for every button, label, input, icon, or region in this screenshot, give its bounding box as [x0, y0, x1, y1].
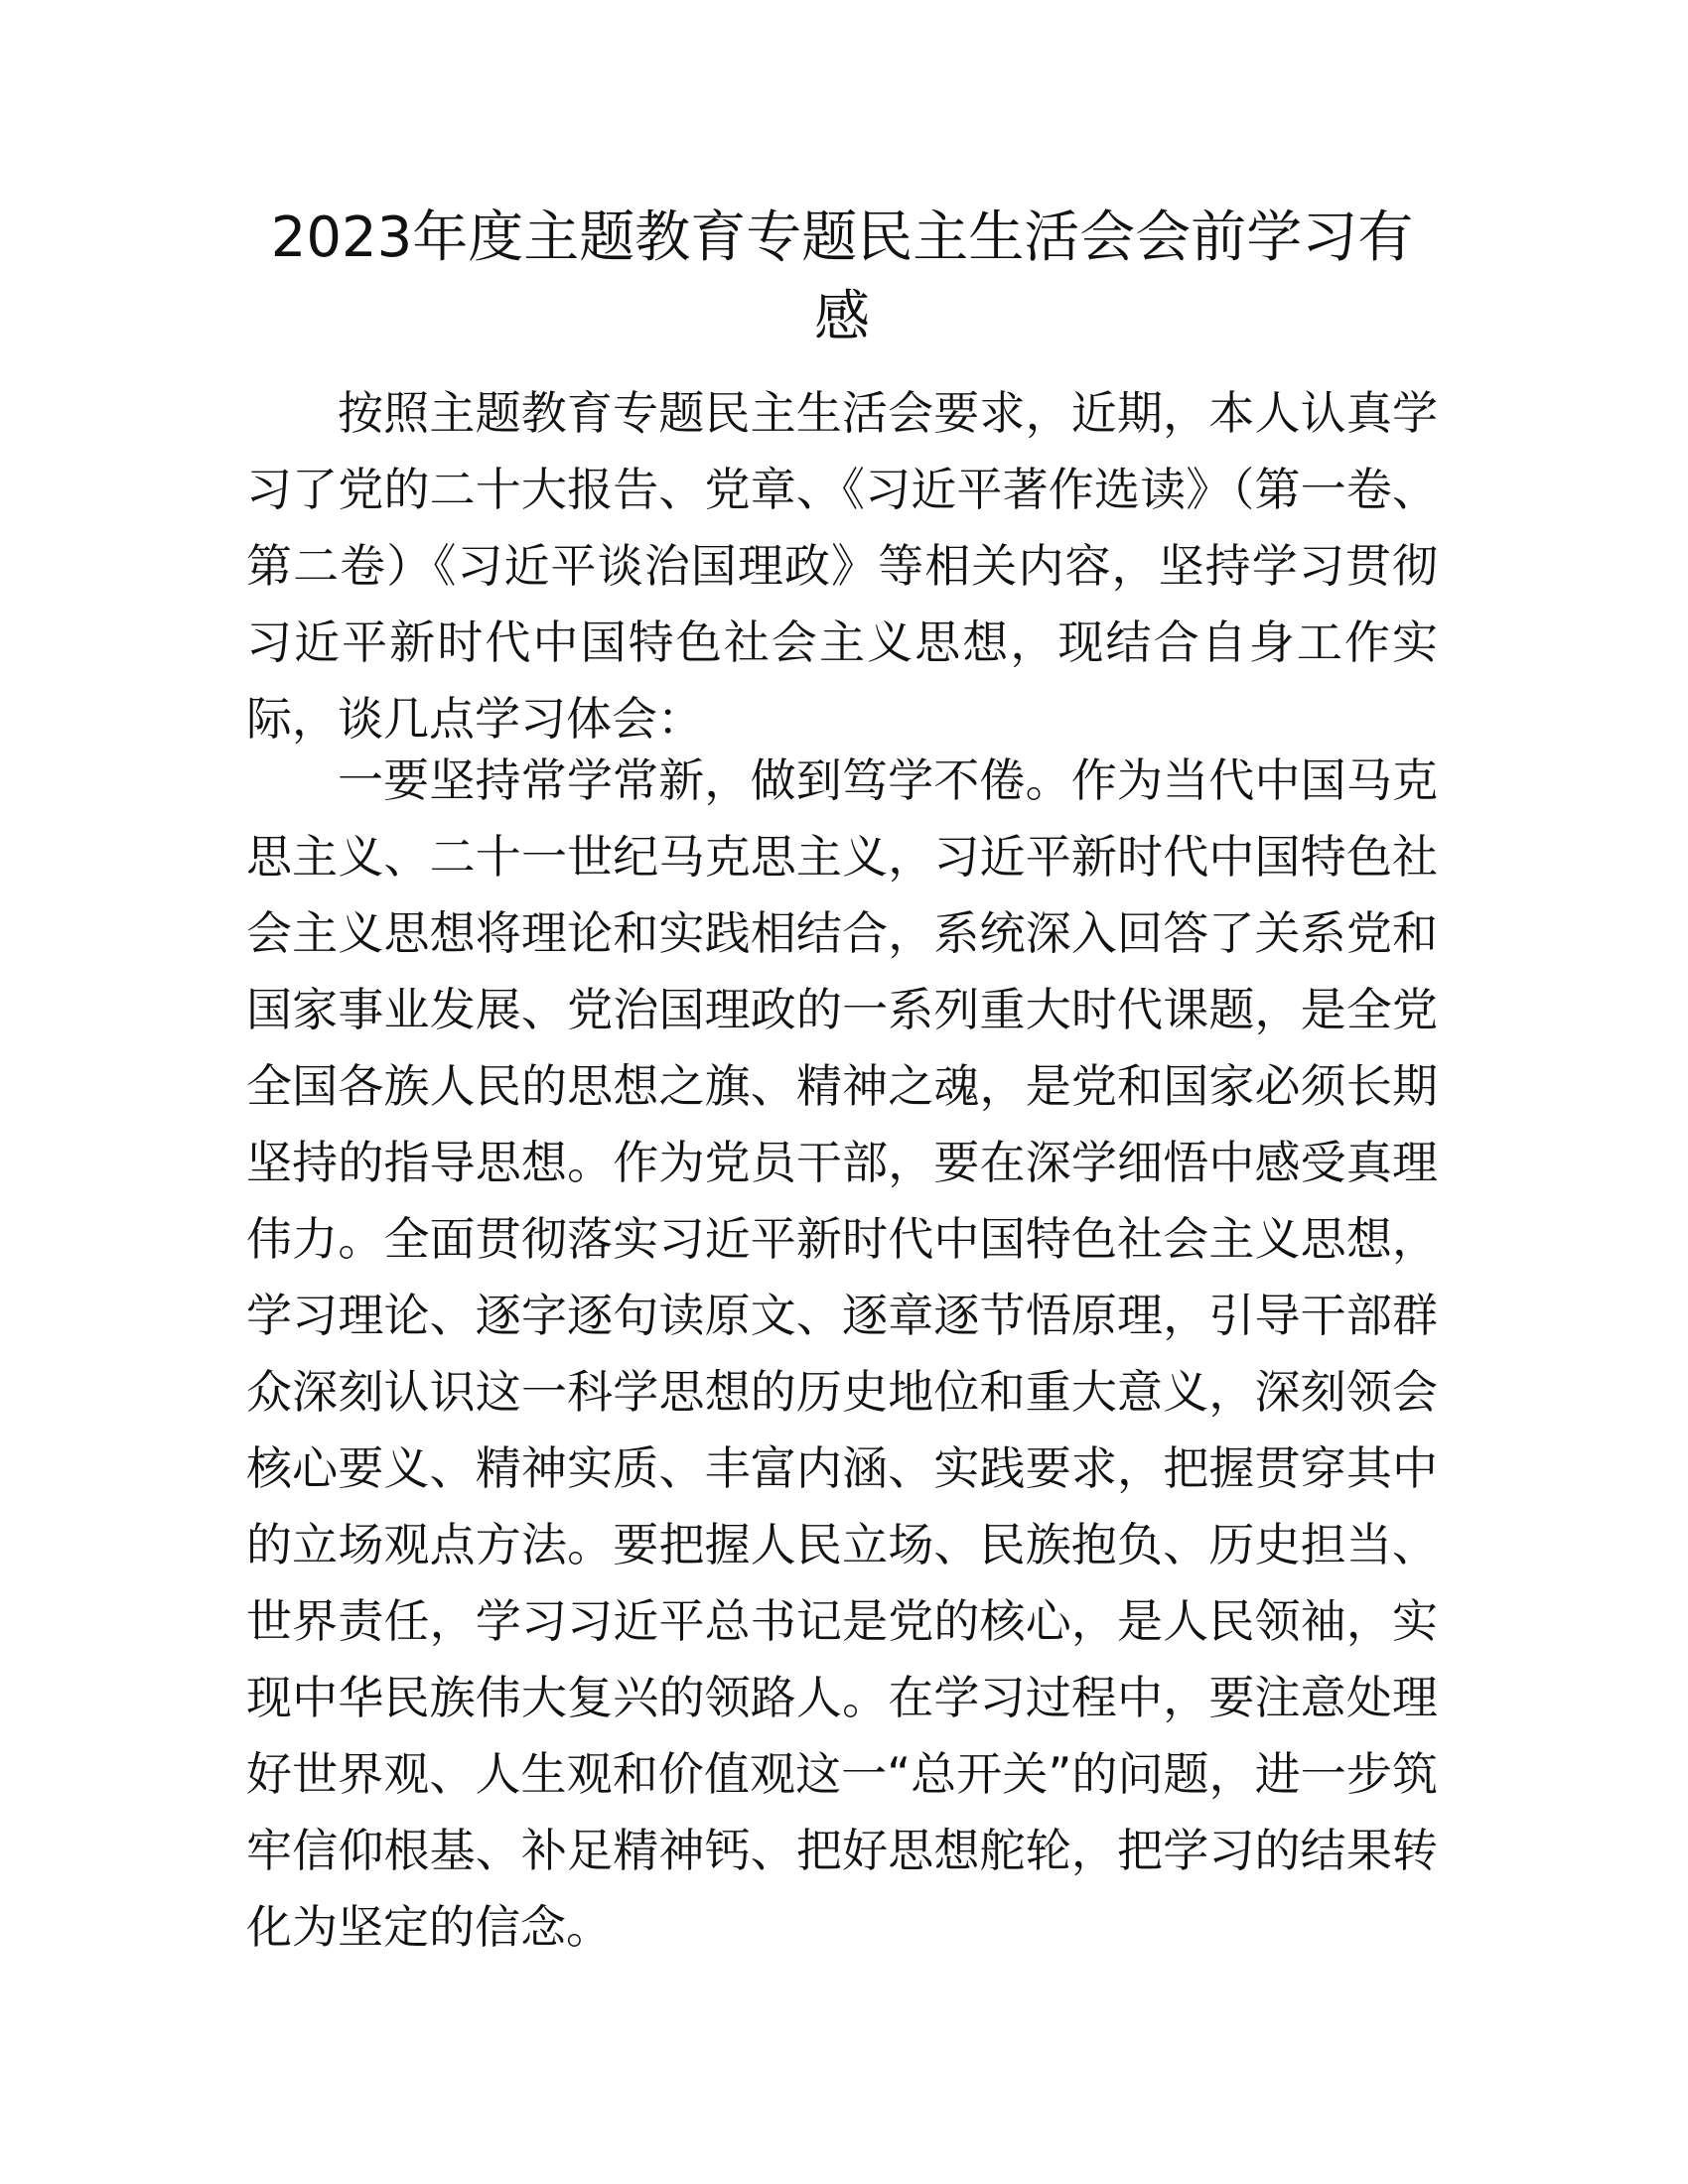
intro-paragraph: 按照主题教育专题民主生活会要求，近期，本人认真学习了党的二十大报告、党章、《习近平著作选读》（第一卷、第二卷）《习近平谈治国理政》等相关内容，坚持学习贯彻习近平新时代中国特色社会主义思想，现结合自身工作实际，谈几点学习体会： [246, 386, 1438, 746]
document-title: 2023年度主题教育专题民主生活会会前学习有感 [270, 205, 1414, 349]
body-paragraph: 一要坚持常学常新，做到笃学不倦。作为当代中国马克思主义、二十一世纪马克思主义，习近平新时代中国特色社会主义思想将理论和实践相结合，系统深入回答了关系党和国家事业发展、党治国理政的一系列重大时代课题，是全党全国各族人民的思想之旗、精神之魂，是党和国家必须长期坚持的指导思想。作为党员干部，要在深学细悟中感受真理伟力。全面贯彻落实习近平新时代中国特色社会主义思想，学习理论、逐字逐句读原文、逐章逐节悟原理，引导干部群众深刻认识这一科学思想的历史地位和重大意义，深刻领会核心要义、精神实质、丰富内涵、实践要求，把握贯穿其中的立场观点方法。要把握人民立场、民族抱负、历史担当、世界责任，学习习近平总书记是党的核心，是人民领袖，实现中华民族伟大复兴的领路人。在学习过程中，要注意处理好世界观、人生观和价值观这一“总开关”的问题，进一步筑牢信仰根基、补足精神钙、把好思想舵轮，把学习的结果转化为坚定的信念。 [246, 753, 1438, 1954]
